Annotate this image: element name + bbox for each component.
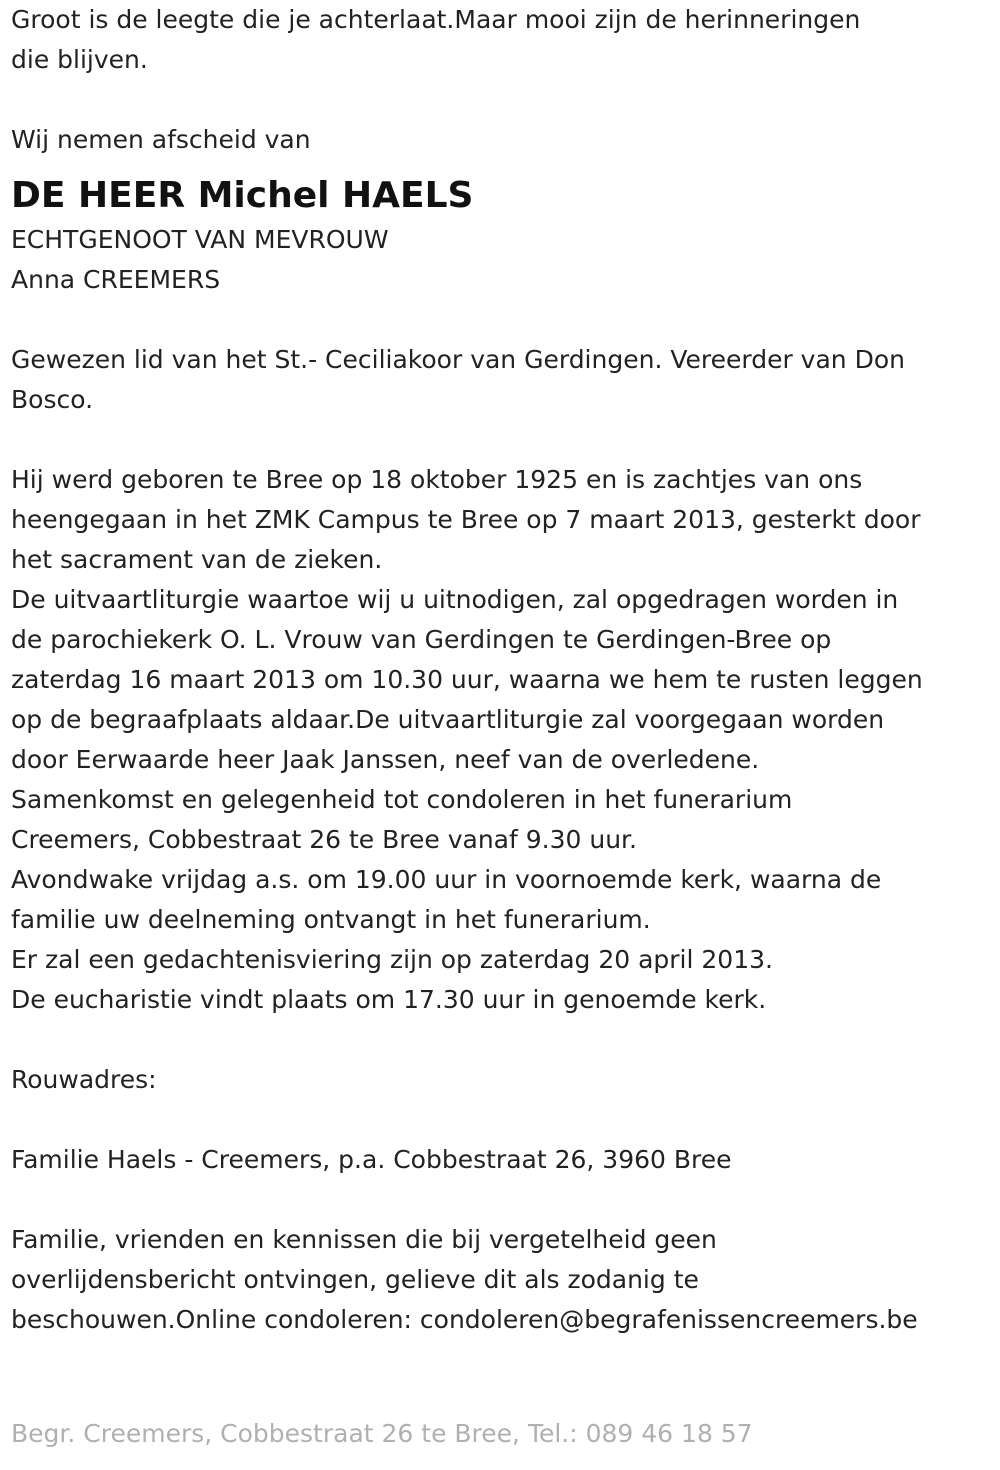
quote-line: die blijven. <box>11 45 148 74</box>
death-notice <box>11 0 986 1340</box>
announcement-line: zaterdag 16 maart 2013 om 10.30 uur, waarna we hem te rusten leggen <box>11 665 923 694</box>
address-label: Rouwadres: <box>11 1065 157 1094</box>
closing-line: beschouwen.Online condoleren: condoleren@begrafenissencreemers.be <box>11 1305 918 1334</box>
announcement-line: De uitvaartliturgie waartoe wij u uitnodigen, zal opgedragen worden in <box>11 585 899 614</box>
announcement-paragraph <box>11 460 986 1020</box>
address-value: Familie Haels - Creemers, p.a. Cobbestraat 26, 3960 Bree <box>11 1145 732 1174</box>
deceased-name: DE HEER Michel HAELS <box>11 175 474 216</box>
announcement-line: De eucharistie vindt plaats om 17.30 uur in genoemde kerk. <box>11 985 767 1014</box>
announcement-line: Avondwake vrijdag a.s. om 19.00 uur in voornoemde kerk, waarna de <box>11 865 882 894</box>
announcement-line: Creemers, Cobbestraat 26 te Bree vanaf 9.30 uur. <box>11 825 637 854</box>
funeral-home-footer: Begr. Creemers, Cobbestraat 26 te Bree, Tel.: 089 46 18 57 <box>11 1419 753 1448</box>
spouse-line: ECHTGENOOT VAN MEVROUW <box>11 225 389 254</box>
closing-paragraph <box>11 1220 986 1340</box>
announcement-line: de parochiekerk O. L. Vrouw van Gerdingen te Gerdingen-Bree op <box>11 625 832 654</box>
announcement-line: familie uw deelneming ontvangt in het funerarium. <box>11 905 651 934</box>
announcement-line: heengegaan in het ZMK Campus te Bree op 7 maart 2013, gesterkt door <box>11 505 921 534</box>
affiliation-line: Bosco. <box>11 385 94 414</box>
announcement-line: het sacrament van de zieken. <box>11 545 383 574</box>
affiliation-line: Gewezen lid van het St.- Ceciliakoor van Gerdingen. Vereerder van Don <box>11 345 905 374</box>
announcement-line: Hij werd geboren te Bree op 18 oktober 1925 en is zachtjes van ons <box>11 465 863 494</box>
intro-quote <box>11 0 986 80</box>
announcement-line: Er zal een gedachtenisviering zijn op zaterdag 20 april 2013. <box>11 945 773 974</box>
announcement-line: Samenkomst en gelegenheid tot condoleren in het funerarium <box>11 785 793 814</box>
announcement-line: door Eerwaarde heer Jaak Janssen, neef van de overledene. <box>11 745 760 774</box>
closing-line: Familie, vrienden en kennissen die bij vergetelheid geen <box>11 1225 717 1254</box>
announcement-line: op de begraafplaats aldaar.De uitvaartliturgie zal voorgegaan worden <box>11 705 885 734</box>
closing-line: overlijdensbericht ontvingen, gelieve dit als zodanig te <box>11 1265 699 1294</box>
affiliation-paragraph <box>11 340 986 420</box>
quote-line: Groot is de leegte die je achterlaat.Maar mooi zijn de herinneringen <box>11 5 861 34</box>
farewell-text: Wij nemen afscheid van <box>11 125 311 154</box>
spouse-name: Anna CREEMERS <box>11 265 221 294</box>
